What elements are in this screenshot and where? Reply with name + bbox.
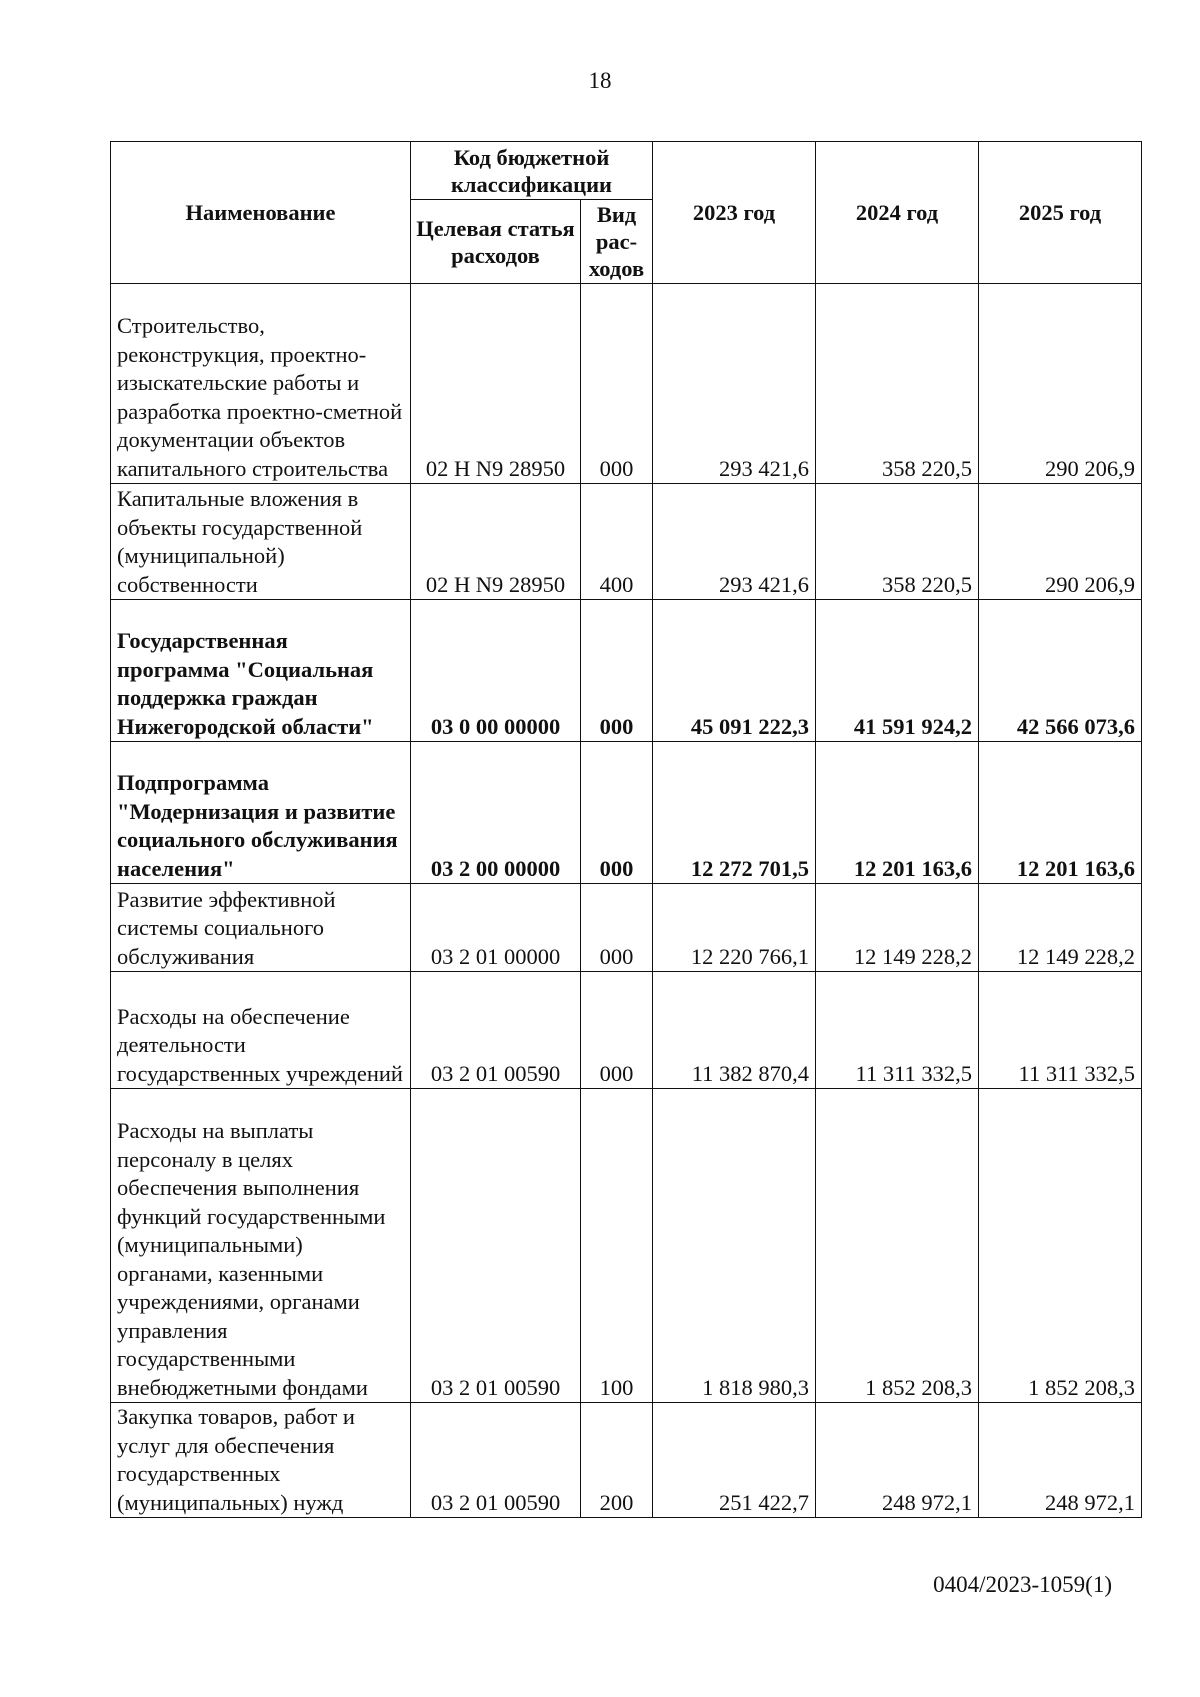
- row-2023-cell: 12 220 766,1: [653, 884, 816, 972]
- row-2024-cell: 358 220,5: [816, 484, 979, 600]
- table-row: [111, 600, 1142, 742]
- row-code-cell: 03 2 01 00590: [411, 1403, 581, 1518]
- row-code-cell: 02 Н N9 28950: [411, 484, 581, 600]
- row-2024-cell: 1 852 208,3: [816, 1089, 979, 1403]
- header-name: Наименование: [111, 142, 411, 284]
- row-code-cell: 02 Н N9 28950: [411, 284, 581, 484]
- row-2024-cell: 12 201 163,6: [816, 742, 979, 884]
- row-2025-cell: 12 201 163,6: [979, 742, 1142, 884]
- row-code-cell: 03 2 01 00000: [411, 884, 581, 972]
- page-number: 18: [588, 68, 612, 93]
- row-2025-cell: 290 206,9: [979, 484, 1142, 600]
- row-2025-cell: 42 566 073,6: [979, 600, 1142, 742]
- table-row: [111, 972, 1142, 1089]
- table-row: [111, 484, 1142, 600]
- row-expense-type-cell: 100: [581, 1089, 653, 1403]
- header-target-article: Целевая статья расходов: [411, 200, 581, 284]
- row-name-cell: Расходы на выплаты персоналу в целях обеспечения выполнения функций государственными (муниципальными) органами, казенными учреждениями, органами управления государственными внебюджетными фондами: [111, 1089, 411, 1403]
- row-2025-cell: 290 206,9: [979, 284, 1142, 484]
- row-name-cell: Капитальные вложения в объекты государственной (муниципальной) собственности: [111, 484, 411, 600]
- row-expense-type-cell: 000: [581, 742, 653, 884]
- row-code-cell: 03 2 01 00590: [411, 972, 581, 1089]
- row-2024-cell: 248 972,1: [816, 1403, 979, 1518]
- table-row: [111, 884, 1142, 972]
- header-year-2023: 2023 год: [653, 142, 816, 284]
- row-name-cell: Развитие эффективной системы социального обслуживания: [111, 884, 411, 972]
- row-2023-cell: 251 422,7: [653, 1403, 816, 1518]
- header-year-2024: 2024 год: [816, 142, 979, 284]
- row-expense-type-cell: 000: [581, 884, 653, 972]
- table-row: [111, 1403, 1142, 1518]
- row-name-cell: Государственная программа "Социальная поддержка граждан Нижегородской области": [111, 600, 411, 742]
- table-row: [111, 742, 1142, 884]
- row-2023-cell: 1 818 980,3: [653, 1089, 816, 1403]
- row-expense-type-cell: 000: [581, 600, 653, 742]
- table-row: [111, 284, 1142, 484]
- row-2023-cell: 293 421,6: [653, 284, 816, 484]
- row-2025-cell: 11 311 332,5: [979, 972, 1142, 1089]
- row-expense-type-cell: 000: [581, 972, 653, 1089]
- row-name-cell: Подпрограмма "Модернизация и развитие социального обслуживания населения": [111, 742, 411, 884]
- row-2024-cell: 11 311 332,5: [816, 972, 979, 1089]
- table-row: [111, 1089, 1142, 1403]
- budget-table: [110, 141, 1142, 1518]
- row-2024-cell: 12 149 228,2: [816, 884, 979, 972]
- row-code-cell: 03 2 00 00000: [411, 742, 581, 884]
- document-id: 0404/2023-1059(1): [933, 1572, 1112, 1597]
- row-name-cell: Строительство, реконструкция, проектно-изыскательские работы и разработка проектно-сметной документации объектов капитального строительства: [111, 284, 411, 484]
- row-expense-type-cell: 200: [581, 1403, 653, 1518]
- row-2024-cell: 358 220,5: [816, 284, 979, 484]
- row-2023-cell: 293 421,6: [653, 484, 816, 600]
- row-2025-cell: 248 972,1: [979, 1403, 1142, 1518]
- row-2023-cell: 45 091 222,3: [653, 600, 816, 742]
- row-expense-type-cell: 000: [581, 284, 653, 484]
- header-year-2025: 2025 год: [979, 142, 1142, 284]
- header-code-group: Код бюджетной классификации: [411, 142, 653, 200]
- row-2024-cell: 41 591 924,2: [816, 600, 979, 742]
- table-body: [111, 284, 1142, 1518]
- row-name-cell: Расходы на обеспечение деятельности государственных учреждений: [111, 972, 411, 1089]
- header-expense-type: Вид рас-ходов: [581, 200, 653, 284]
- row-name-cell: Закупка товаров, работ и услуг для обеспечения государственных (муниципальных) нужд: [111, 1403, 411, 1518]
- row-code-cell: 03 0 00 00000: [411, 600, 581, 742]
- row-code-cell: 03 2 01 00590: [411, 1089, 581, 1403]
- row-2025-cell: 12 149 228,2: [979, 884, 1142, 972]
- row-2023-cell: 11 382 870,4: [653, 972, 816, 1089]
- row-2025-cell: 1 852 208,3: [979, 1089, 1142, 1403]
- row-expense-type-cell: 400: [581, 484, 653, 600]
- row-2023-cell: 12 272 701,5: [653, 742, 816, 884]
